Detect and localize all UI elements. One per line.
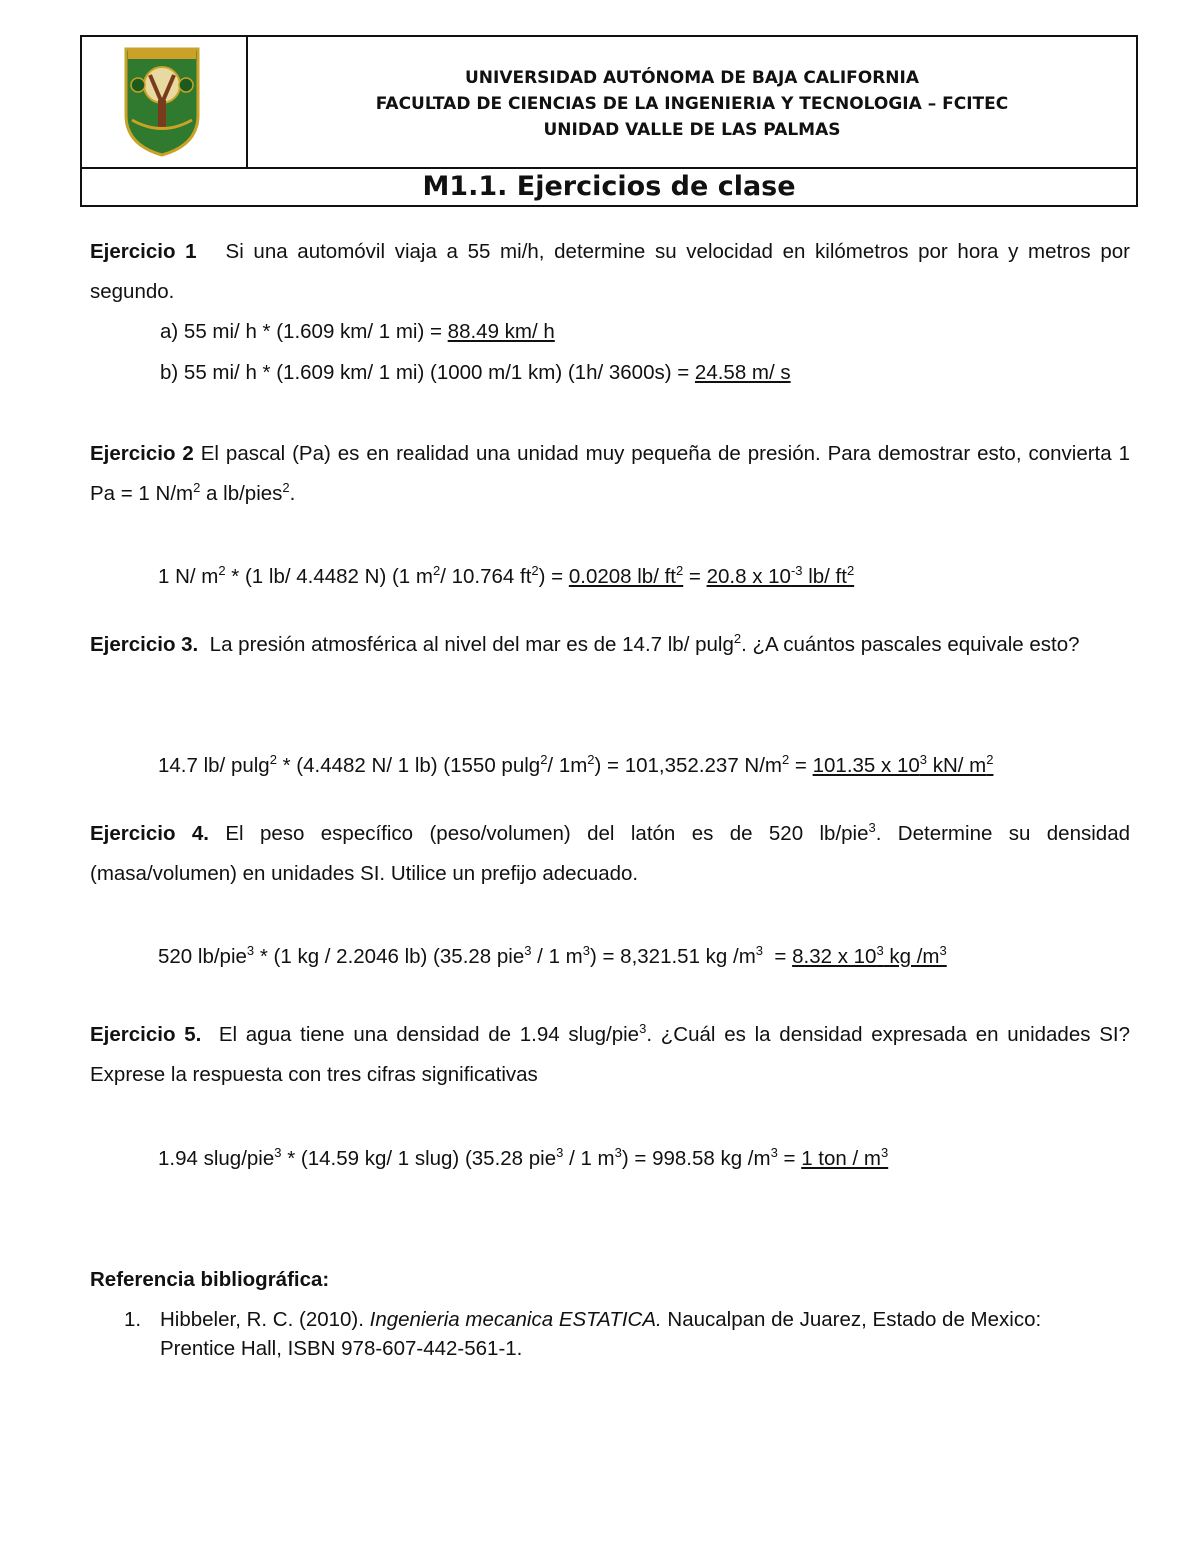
answer: 24.58 m/ s — [694, 361, 791, 384]
superscript: 2 — [218, 563, 226, 578]
superscript: 3 — [770, 1145, 778, 1160]
reference-line-1 — [160, 1305, 1041, 1334]
superscript: 2 — [733, 631, 742, 646]
answer — [792, 945, 947, 968]
statement-part: . — [289, 482, 296, 505]
exercise-3-label: Ejercicio 3. — [90, 633, 199, 656]
reference-author: Hibbeler, R. C. (2010). — [160, 1308, 370, 1331]
calc-text: * (14.59 kg/ 1 slug) (35.28 pie — [281, 1147, 557, 1170]
exercise-1-text: Si una automóvil viaja a 55 mi/h, determine su velocidad en kilómetros por hora y metros por segundo. — [90, 240, 1130, 303]
calc-text: ) = 8,321.51 kg /m — [589, 945, 756, 968]
page-title: M1.1. Ejercicios de clase — [82, 167, 1136, 205]
superscript: 2 — [675, 563, 684, 578]
superscript: 3 — [868, 820, 876, 835]
superscript: 3 — [274, 1145, 282, 1160]
calc-text: = — [777, 1147, 802, 1170]
calc-text: ) = 998.58 kg /m — [621, 1147, 771, 1170]
reference-line-2: Prentice Hall, ISBN 978-607-442-561-1. — [160, 1337, 523, 1360]
exercise-4-calc — [158, 937, 947, 977]
university-crest-icon — [120, 45, 204, 157]
exercise-4 — [90, 814, 1130, 894]
calc-text: = — [763, 945, 793, 968]
calc-text: 1.94 slug/pie — [158, 1147, 275, 1170]
calc-text: ) = — [538, 565, 569, 588]
calc-text: a) 55 mi/ h * (1.609 km/ 1 mi) = — [160, 320, 448, 343]
answer — [707, 565, 855, 588]
superscript: 3 — [524, 943, 532, 958]
superscript: 2 — [432, 563, 441, 578]
superscript: 2 — [531, 563, 539, 578]
answer — [569, 565, 683, 588]
superscript: 3 — [246, 943, 255, 958]
calc-text: / 1 m — [563, 1147, 615, 1170]
superscript: 2 — [540, 752, 548, 767]
statement-part: . Determine su densidad (masa/volumen) en unidades SI. Utilice un prefijo adecuado. — [90, 822, 1130, 885]
reference-publisher: Naucalpan de Juarez, Estado de Mexico: — [661, 1308, 1042, 1331]
exercise-2-calc — [158, 557, 854, 597]
exercise-2-label: Ejercicio 2 — [90, 442, 194, 465]
exercise-1-b — [160, 353, 791, 393]
statement-part: . ¿Cuál es la densidad expresada en unidades SI? Exprese la respuesta con tres cifras significativas — [90, 1023, 1130, 1086]
superscript: 2 — [282, 480, 290, 495]
answer — [813, 754, 994, 777]
calc-text: 14.7 lb/ pulg — [158, 754, 270, 777]
exercise-5-statement — [90, 1015, 1130, 1095]
answer-text: kg /m — [883, 945, 940, 968]
superscript: 3 — [556, 1145, 564, 1160]
exercise-1-label: Ejercicio 1 — [90, 240, 197, 263]
superscript: 2 — [986, 752, 994, 767]
statement-part: La presión atmosférica al nivel del mar es de 14.7 lb/ pulg — [209, 633, 734, 656]
answer: 88.49 km/ h — [447, 320, 555, 343]
superscript: 3 — [614, 1145, 622, 1160]
superscript: 3 — [876, 943, 884, 958]
calc-text: 520 lb/pie — [158, 945, 247, 968]
calc-text: / 1 m — [531, 945, 583, 968]
unit-name: UNIDAD VALLE DE LAS PALMAS — [543, 120, 841, 140]
university-name: UNIVERSIDAD AUTÓNOMA DE BAJA CALIFORNIA — [464, 68, 920, 88]
exercise-3-calc — [158, 746, 993, 786]
calc-text: = — [789, 754, 813, 777]
calc-text: b) 55 mi/ h * (1.609 km/ 1 mi) (1000 m/1 km) (1h/ 3600s) = — [160, 361, 695, 384]
calc-text: * (4.4482 N/ 1 lb) (1550 pulg — [276, 754, 541, 777]
exercise-1-statement — [90, 232, 1130, 312]
calc-text: * (1 kg / 2.2046 lb) (35.28 pie — [254, 945, 525, 968]
answer-text: 0.0208 lb/ ft — [568, 565, 676, 588]
superscript: 2 — [587, 752, 595, 767]
exercise-1-a — [160, 312, 555, 352]
references-heading: Referencia bibliográfica: — [90, 1268, 330, 1291]
faculty-name: FACULTAD DE CIENCIAS DE LA INGENIERIA Y TECNOLOGIA – FCITEC — [375, 94, 1009, 114]
exercise-2 — [90, 434, 1130, 514]
superscript: 3 — [919, 752, 927, 767]
exercise-1 — [90, 232, 1130, 312]
superscript: 3 — [880, 1145, 889, 1160]
exercise-5-label: Ejercicio 5. — [90, 1023, 202, 1046]
exercise-3-statement — [90, 625, 1130, 665]
header-text — [248, 37, 1136, 167]
exercise-5-calc — [158, 1139, 888, 1179]
superscript: 2 — [193, 480, 201, 495]
logo-cell — [82, 37, 248, 167]
calc-text: = — [683, 565, 707, 588]
answer-text: 1 ton / m — [801, 1147, 881, 1170]
superscript: 3 — [582, 943, 590, 958]
statement-part: El pascal (Pa) es en realidad una unidad muy pequeña de presión. Para demostrar esto, convierta 1 Pa = 1 N/m — [90, 442, 1130, 505]
reference-book-title: Ingenieria mecanica ESTATICA. — [369, 1308, 662, 1331]
exercise-2-statement — [90, 434, 1130, 514]
exercise-4-label: Ejercicio 4. — [90, 822, 209, 845]
calc-text: * (1 lb/ 4.4482 N) (1 m — [225, 565, 433, 588]
superscript: 2 — [269, 752, 277, 767]
answer — [801, 1147, 888, 1170]
superscript: 3 — [639, 1021, 647, 1036]
answer-text: lb/ ft — [802, 565, 847, 588]
answer-text: 8.32 x 10 — [792, 945, 877, 968]
superscript: -3 — [790, 563, 803, 578]
statement-part: El peso específico (peso/volumen) del latón es de 520 lb/pie — [225, 822, 869, 845]
reference-number: 1. — [124, 1308, 142, 1331]
exercise-3 — [90, 625, 1130, 665]
calc-text: / 10.764 ft — [440, 565, 532, 588]
exercise-5 — [90, 1015, 1130, 1095]
calc-text: 1 N/ m — [158, 565, 219, 588]
answer-text: kN/ m — [927, 754, 987, 777]
superscript: 2 — [782, 752, 790, 767]
answer-text: 20.8 x 10 — [706, 565, 791, 588]
calc-text: ) = 101,352.237 N/m — [594, 754, 782, 777]
answer-text: 101.35 x 10 — [812, 754, 920, 777]
superscript: 3 — [939, 943, 947, 958]
statement-part: . ¿A cuántos pascales equivale esto? — [741, 633, 1080, 656]
statement-part: a lb/pies — [200, 482, 283, 505]
document-header — [80, 35, 1138, 207]
calc-text: / 1m — [547, 754, 588, 777]
superscript: 3 — [755, 943, 764, 958]
superscript: 2 — [846, 563, 855, 578]
exercise-4-statement — [90, 814, 1130, 894]
statement-part: El agua tiene una densidad de 1.94 slug/pie — [218, 1023, 640, 1046]
